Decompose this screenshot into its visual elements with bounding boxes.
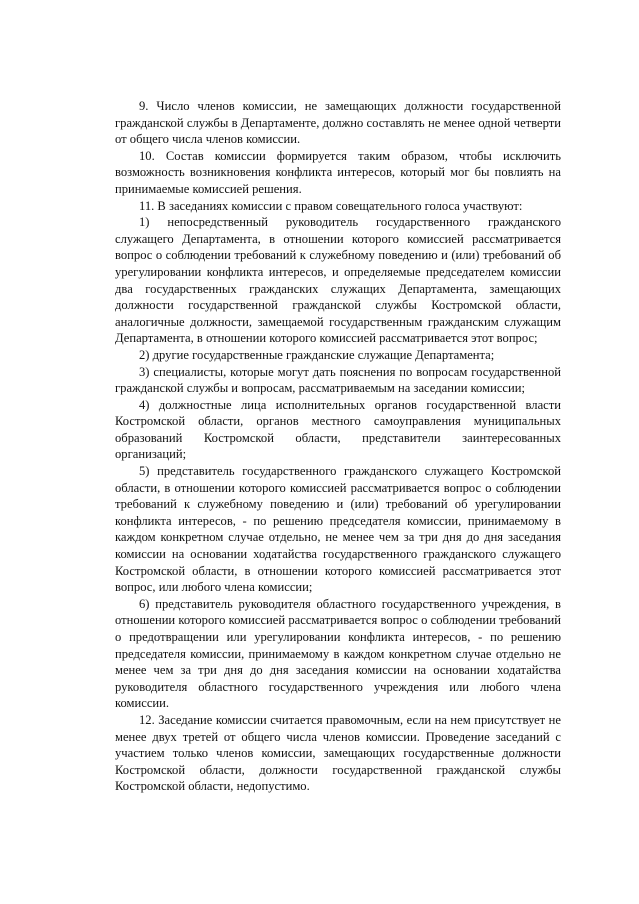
paragraph-11-item-4: 4) должностные лица исполнительных органов государственной власти Костромской области, органов местного самоуправления муниципальных образований Костромской области, представители заинтересованных организаций;	[115, 397, 561, 462]
paragraph-11-item-3: 3) специалисты, которые могут дать пояснения по вопросам государственной гражданской службы и вопросам, рассматриваемым на заседании комиссии;	[115, 364, 561, 396]
paragraph-11-item-1: 1) непосредственный руководитель государственного гражданского служащего Департамента, в отношении которого комиссией рассматривается вопрос о соблюдении требований к служебному поведению и (или) требований об урегулировании конфликта интересов, и определяемые председателем комиссии два государственных гражданских служащих Департамента, замещающих должности государственной гражданской службы Костромской области, аналогичные должности, замещаемой государственным гражданским служащим Департамента, в отношении которого комиссией рассматривается этот вопрос;	[115, 215, 561, 346]
paragraph-11-item-5: 5) представитель государственного гражданского служащего Костромской области, в отношении которого комиссией рассматривается вопрос о соблюдении требований к служебному поведению и (или) требований об урегулировании конфликта интересов, - по решению председателя комиссии, принимаемому в каждом конкретном случае отдельно, не менее чем за три дня до дня заседания комиссии на основании ходатайства государственного гражданского служащего Костромской области, в отношении которого комиссией рассматривается этот вопрос, или любого члена комиссии;	[115, 464, 561, 595]
paragraph-12: 12. Заседание комиссии считается правомочным, если на нем присутствует не менее двух третей от общего числа членов комиссии. Проведение заседаний с участием только членов комиссии, замещающих государственные должности Костромской области, должности государственной гражданской службы Костромской области, недопустимо.	[115, 712, 561, 794]
paragraph-11-item-6: 6) представитель руководителя областного государственного учреждения, в отношении которого комиссией рассматривается вопрос о соблюдении требований о предотвращении или урегулировании конфликта интересов, - по решению председателя комиссии, принимаемому в каждом конкретном случае отдельно не менее чем за три дня до дня заседания комиссии на основании ходатайства руководителя областного государственного учреждения или любого члена комиссии.	[115, 596, 561, 711]
document-page	[115, 98, 561, 795]
paragraph-10: 10. Состав комиссии формируется таким образом, чтобы исключить возможность возникновения конфликта интересов, который мог бы повлиять на принимаемые комиссией решения.	[115, 148, 561, 196]
paragraph-9: 9. Число членов комиссии, не замещающих должности государственной гражданской службы в Департаменте, должно составлять не менее одной четверти от общего числа членов комиссии.	[115, 99, 561, 147]
paragraph-11-item-2: 2) другие государственные гражданские служащие Департамента;	[139, 347, 495, 362]
paragraph-11: 11. В заседаниях комиссии с правом совещательного голоса участвуют:	[139, 198, 523, 213]
